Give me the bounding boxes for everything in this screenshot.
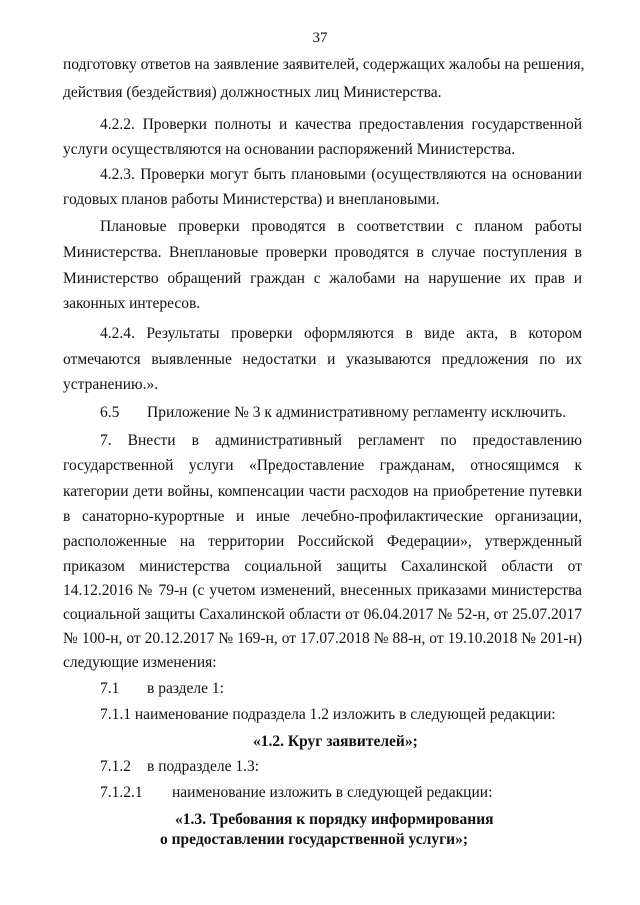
section-number: 7.1.2: [100, 758, 131, 775]
text-line: Министерства. Внеплановые проверки проводятся в случае поступления в: [63, 244, 582, 261]
text-line: 4.2.3. Проверки могут быть плановыми (осуществляются на основании: [100, 166, 582, 183]
section-number: 6.5: [100, 404, 120, 421]
text-line: 4.2.2. Проверки полноты и качества предоставления государственной: [100, 116, 582, 133]
text-line: следующие изменения:: [63, 654, 217, 671]
text-line: услуги осуществляются на основании распоряжений Министерства.: [63, 141, 516, 158]
text-line: действия (бездействия) должностных лиц Министерства.: [63, 84, 442, 101]
text-line: государственной услуги «Предоставление гражданам, относящимся к: [63, 457, 582, 474]
text-line: законных интересов.: [63, 295, 201, 312]
text-line: расположенные на территории Российской Федерации», утвержденный: [63, 533, 582, 550]
text-line: подготовку ответов на заявление заявителей, содержащих жалобы на решения,: [63, 56, 585, 73]
text-line: 7.1.1 наименование подраздела 1.2 изложить в следующей редакции:: [100, 706, 556, 723]
text-line: Министерство обращений граждан с жалобами на нарушение их прав и: [63, 270, 582, 287]
heading-line: «1.2. Круг заявителей»;: [253, 733, 418, 750]
text-line: 7. Внести в административный регламент по предоставлению: [100, 432, 582, 449]
text-line: наименование изложить в следующей редакции:: [172, 784, 493, 801]
section-number: 7.1: [100, 680, 120, 697]
text-line: в подразделе 1.3:: [147, 758, 260, 775]
text-line: 4.2.4. Результаты проверки оформляются в виде акта, в котором: [100, 325, 582, 342]
text-line: социальной защиты Сахалинской области от 06.04.2017 № 52-н, от 25.07.2017: [63, 606, 582, 623]
text-line: в санаторно-курортные и иные лечебно-профилактические организации,: [63, 508, 582, 525]
page-number: 37: [312, 30, 328, 46]
text-line: отмечаются выявленные недостатки и указываются предложения по их: [63, 351, 582, 368]
text-line: приказом министерства социальной защиты Сахалинской области от: [63, 558, 582, 575]
text-line: Плановые проверки проводятся в соответствии с планом работы: [100, 218, 582, 235]
text-line: Приложение № 3 к административному регламенту исключить.: [147, 404, 567, 421]
heading-line: «1.3. Требования к порядку информирования: [175, 811, 494, 828]
text-line: в разделе 1:: [147, 680, 224, 697]
text-line: категории дети войны, компенсации части расходов на приобретение путевки: [63, 483, 582, 500]
text-line: устранению.».: [63, 376, 159, 393]
heading-line: о предоставлении государственной услуги»;: [160, 831, 468, 848]
text-line: № 100-н, от 20.12.2017 № 169-н, от 17.07.2018 № 88-н, от 19.10.2018 № 201-н): [63, 630, 582, 647]
text-line: годовых планов работы Министерства) и внеплановыми.: [63, 191, 440, 208]
text-line: 14.12.2016 № 79-н (с учетом изменений, внесенных приказами министерства: [63, 582, 582, 599]
section-number: 7.1.2.1: [100, 784, 143, 801]
